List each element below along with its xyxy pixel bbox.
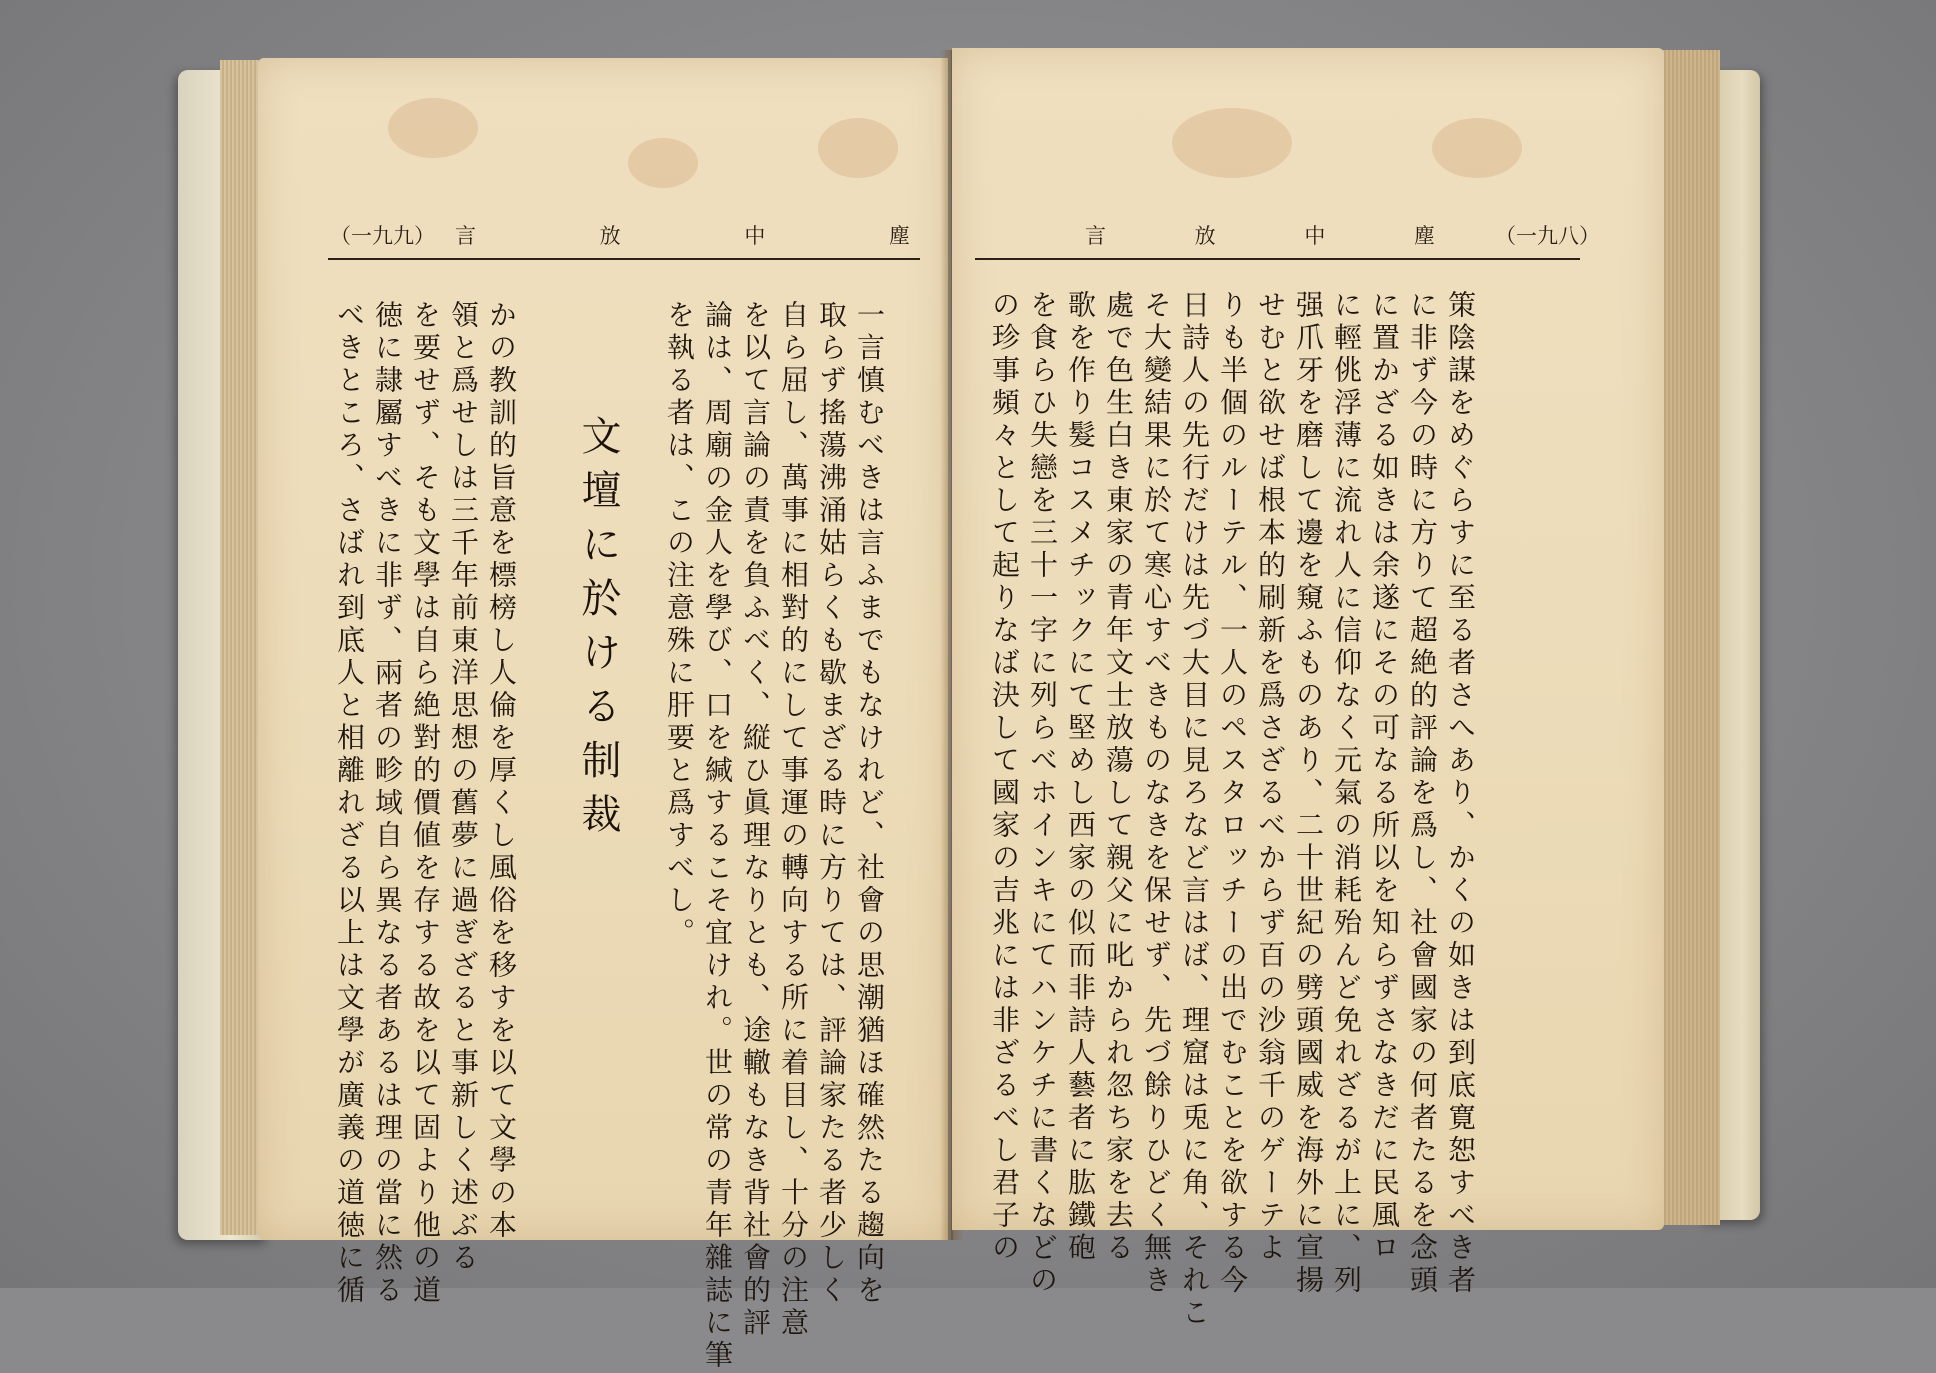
text-column: 論は、周廟の金人を學び、口を緘するこそ宜けれ。世の常の青年雜誌に筆 (701, 300, 734, 1373)
foxing-stain (818, 118, 898, 178)
text-column: に置かざる如きは余遂にその可なる所以を知らずさなきだに民風ロ (1368, 290, 1401, 1265)
page-number: （一九八） (1495, 224, 1600, 248)
text-column: せむと欲せば根本的刷新を爲さざるべからず百の沙翁千のゲーテよ (1254, 290, 1287, 1265)
text-column: の珍事頻々として起りなば決して國家の吉兆には非ざるべし君子の (988, 290, 1021, 1265)
running-title-char: 言 (1085, 224, 1106, 248)
running-title-char: 放 (1194, 224, 1216, 248)
left-running-header (330, 220, 920, 250)
foxing-stain (628, 138, 698, 188)
running-title-char: 塵 (1413, 224, 1435, 248)
text-column: かの教訓的旨意を標榜し人倫を厚くし風俗を移すを以て文學の本 (485, 300, 518, 1243)
text-column: を以て言論の責を負ふべく、縦ひ眞理なりとも、途轍もなき背社會的評 (739, 300, 772, 1340)
text-column: 取らず搖蕩沸涌姑らくも歇まざる時に方りては、評論家たる者少しく (815, 300, 848, 1308)
text-column: りも半個のルーテル、一人のペスタロッチーの出でむことを欲する今 (1216, 290, 1249, 1298)
header-rule-left (328, 258, 920, 260)
text-column: 强爪牙を磨して邊を窺ふものあり、二十世紀の劈頭國威を海外に宣揚 (1292, 290, 1325, 1298)
text-column: を食らひ失戀を三十一字に列らべホインキにてハンケチに書くなどの (1026, 290, 1059, 1298)
running-title-char: 中 (744, 224, 766, 248)
running-title-char: 塵 (888, 224, 910, 248)
text-column: そ大變結果に於て寒心すべきものなきを保せず、先づ餘りひどく無き (1140, 290, 1173, 1298)
running-title-char: 放 (599, 224, 621, 248)
foxing-stain (1432, 118, 1522, 178)
right-running-header (1085, 220, 1600, 250)
running-title-char: 中 (1304, 224, 1326, 248)
foxing-stain (1172, 108, 1292, 178)
page-number: （一九九） (330, 224, 435, 248)
left-paragraph-1 (660, 300, 888, 1373)
text-column: 日詩人の先行だけは先づ大目に見ろなど言はば、理窟は兎に角、それこ (1178, 290, 1211, 1330)
section-heading: 文壇に於ける制裁 (575, 415, 621, 847)
running-title-char: 言 (455, 224, 476, 248)
running-title (455, 220, 910, 250)
text-column: 徳に隷屬すべきに非ず、兩者の畛域自ら異なる者あるは理の當に然る (371, 300, 404, 1308)
text-column: 領と爲せしは三千年前東洋思想の舊夢に過ぎざると事新しく述ぶる (447, 300, 480, 1275)
right-paragraph (985, 290, 1479, 1330)
text-column: を執る者は、この注意殊に肝要と爲すべし。 (663, 300, 696, 950)
text-column: べきところ、さばれ到底人と相離れざる以上は文學が廣義の道徳に循 (333, 300, 366, 1308)
text-column: 處で色生白き東家の青年文士放蕩して親父に叱かられ忽ち家を去る (1102, 290, 1135, 1265)
text-column: を要せず、そも文學は自ら絶對的價値を存する故を以て固より他の道 (409, 300, 442, 1308)
running-title (1085, 220, 1435, 250)
text-column: 自ら屈し、萬事に相對的にして事運の轉向する所に着目し、十分の注意 (777, 300, 810, 1340)
text-column: 一言慎むべきは言ふまでもなけれど、社會の思潮猶ほ確然たる趨向を (853, 300, 886, 1308)
text-column: に非ず今の時に方りて超絶的評論を爲し、社會國家の何者たるを念頭 (1406, 290, 1439, 1298)
text-column: 策陰謀をめぐらすに至る者さへあり、かくの如きは到底寛恕すべき者 (1444, 290, 1477, 1298)
header-rule-right (975, 258, 1580, 260)
text-column: に輕佻浮薄に流れ人に信仰なく元氣の消耗殆んど免れざるが上に、列 (1330, 290, 1363, 1298)
left-paragraph-2 (330, 300, 520, 1308)
foxing-stain (388, 98, 478, 158)
text-column: 歌を作り髮コスメチックにて堅めし西家の似而非詩人藝者に肱鐵砲 (1064, 290, 1097, 1265)
